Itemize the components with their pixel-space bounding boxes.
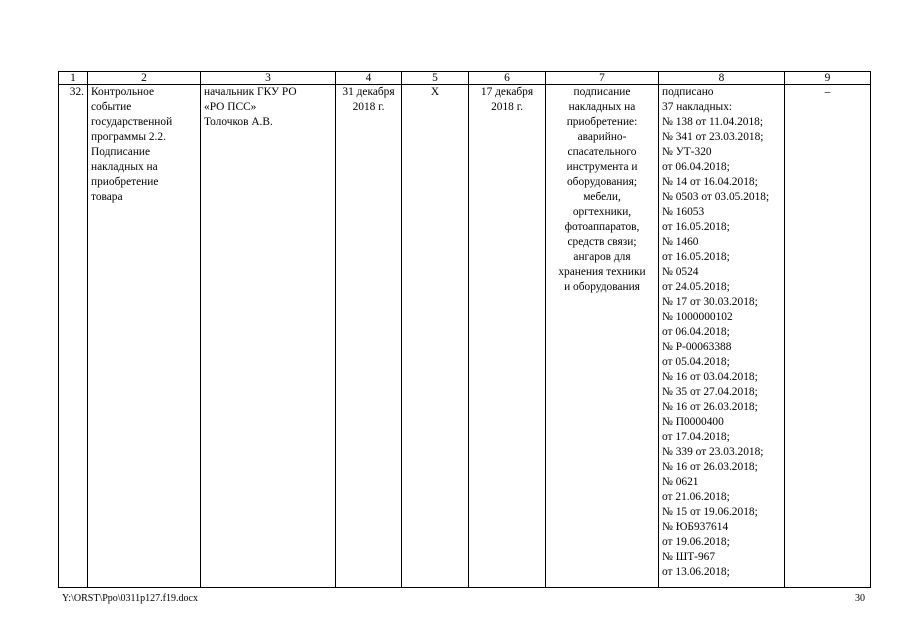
text-line: оргтехники, [572,206,632,218]
header-cell: 4 [336,72,402,85]
text-line: № 17 от 30.03.2018; [662,296,758,308]
header-cell: 8 [659,72,785,85]
text-line: аварийно- [577,131,627,143]
header-cell: 3 [201,72,336,85]
text-line: спасательного [567,146,637,158]
fact-date-cell [469,85,546,588]
text-line: программы 2.2. [91,131,166,143]
text-line: средств связи; [567,236,637,248]
header-cell: 9 [785,72,871,85]
text-line: № 138 от 11.04.2018; [662,116,764,128]
text-line: № 15 от 19.06.2018; [662,506,758,518]
table-row [59,85,871,588]
text-line: от 19.06.2018; [662,536,730,548]
text-line: № П0000400 [662,416,724,428]
plan-date-cell [336,85,402,588]
text-line: фотоаппаратов, [564,221,640,233]
result-cell [546,85,659,588]
text-line: от 16.05.2018; [662,221,730,233]
text-line: государственной [91,116,173,128]
column-number-row [59,72,871,85]
text-line: от 06.04.2018; [662,161,730,173]
text-line: № УТ-320 [662,146,712,158]
text-line: № Р-00063388 [662,341,732,353]
text-line: мебели, [583,191,621,203]
text-line: № 0621 [662,476,699,488]
text-line: подписано [662,86,714,98]
text-line: хранения техники [558,266,646,278]
footer-file-path: Y:\ORST\Ppo\0311p127.f19.docx [62,593,198,604]
text-line: № 35 от 27.04.2018; [662,386,758,398]
text-line: и оборудования [564,281,640,293]
header-cell: 5 [402,72,469,85]
text-line: № ШТ-967 [662,551,716,563]
event-cell [88,85,201,588]
col5-cell: Х [402,85,469,588]
header-cell: 7 [546,72,659,85]
text-line: № 1000000102 [662,311,733,323]
text-line: № ЮБ937614 [662,521,729,533]
text-line: № 16 от 03.04.2018; [662,371,758,383]
page-number: 30 [855,593,865,604]
text-line: от 17.04.2018; [662,431,730,443]
text-line: накладных на [91,161,158,173]
text-line: от 16.05.2018; [662,251,730,263]
header-cell: 1 [59,72,88,85]
text-line: № 1460 [662,236,699,248]
text-line: 17 декабря [480,86,534,98]
header-cell: 2 [88,72,201,85]
text-line: № 16 от 26.03.2018; [662,461,758,473]
text-line: приобретение [91,176,159,188]
text-line: ангаров для [573,251,631,263]
text-line: № 16 от 26.03.2018; [662,401,758,413]
text-line: Толочков А.В. [204,116,273,128]
text-line: накладных на [568,101,636,113]
text-line: инструмента и [566,161,638,173]
text-line: приобретение: [566,116,638,128]
text-line: «РО ПСС» [204,101,257,113]
text-line: событие [91,101,132,113]
text-line: от 21.06.2018; [662,491,730,503]
text-line: оборудования; [566,176,638,188]
report-table [58,71,871,588]
text-line: 2018 г. [352,101,385,113]
text-line: № 341 от 23.03.2018; [662,131,764,143]
text-line: № 16053 [662,206,705,218]
text-line: № 339 от 23.03.2018; [662,446,764,458]
text-line: товара [91,191,123,203]
text-line: № 0503 от 03.05.2018; [662,191,770,203]
col9-cell: – [785,85,871,588]
text-line: 31 декабря [342,86,395,98]
text-line: подписание [573,86,631,98]
text-line: от 24.05.2018; [662,281,730,293]
text-line: 2018 г. [491,101,523,113]
details-cell [659,85,785,588]
text-line: 37 накладных: [662,101,733,113]
text-line: от 05.04.2018; [662,356,730,368]
text-line: № 0524 [662,266,699,278]
text-line: № 14 от 16.04.2018; [662,176,758,188]
text-line: от 06.04.2018; [662,326,730,338]
header-cell: 6 [469,72,546,85]
text-line: от 13.06.2018; [662,566,730,578]
row-number-cell: 32. [59,85,88,588]
text-line: Подписание [91,146,151,158]
text-line: Контрольное [91,86,155,98]
text-line: начальник ГКУ РО [204,86,297,98]
responsible-cell [201,85,336,588]
